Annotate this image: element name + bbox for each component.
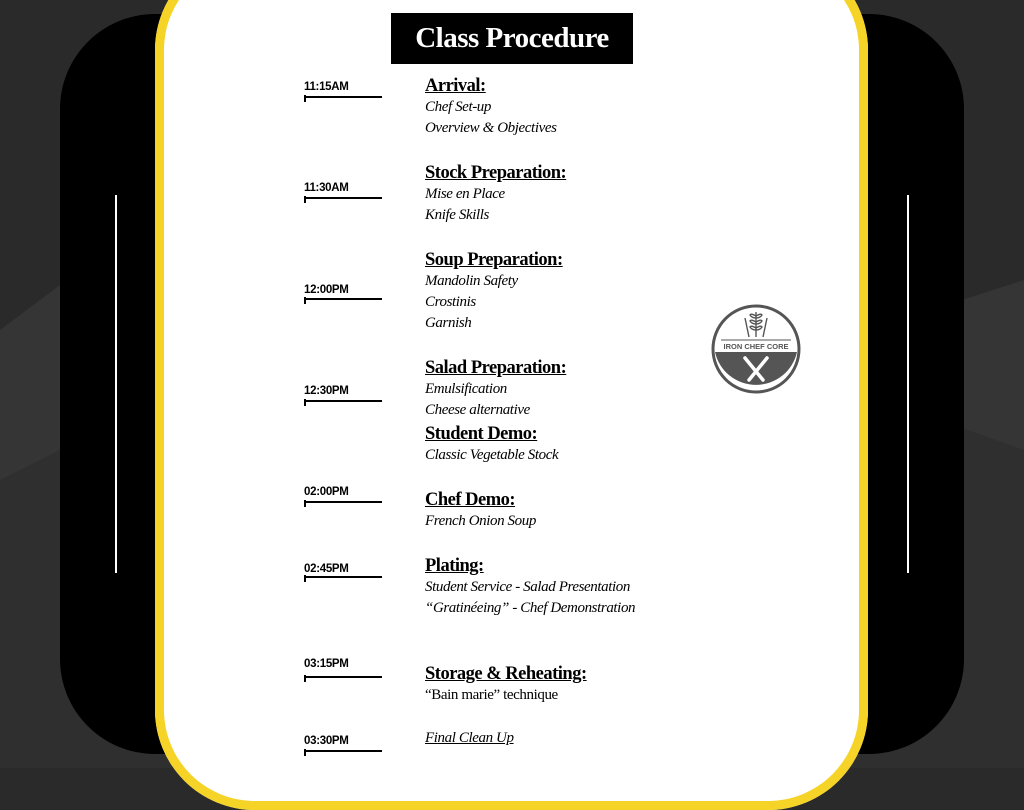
time-label: 03:15PM — [304, 658, 349, 670]
section-item: Final Clean Up — [425, 730, 514, 746]
section-heading: Plating: — [425, 556, 484, 576]
section-heading: Salad Preparation: — [425, 358, 567, 378]
right-divider-line — [907, 195, 909, 573]
time-label: 12:00PM — [304, 284, 349, 296]
section-item: Overview & Objectives — [425, 120, 557, 136]
time-tick — [304, 400, 382, 402]
section-heading: Student Demo: — [425, 424, 538, 444]
left-divider-line — [115, 195, 117, 573]
section-item: Mise en Place — [425, 186, 505, 202]
time-label: 11:30AM — [304, 182, 349, 194]
section-arrival — [425, 75, 557, 139]
time-label: 12:30PM — [304, 385, 349, 397]
time-tick — [304, 676, 382, 678]
time-tick — [304, 298, 382, 300]
section-stock-preparation — [425, 162, 566, 226]
time-label: 03:30PM — [304, 735, 349, 747]
section-soup-preparation — [425, 249, 563, 334]
iron-chef-core-logo — [711, 304, 801, 394]
section-item: Classic Vegetable Stock — [425, 447, 559, 463]
time-label: 02:45PM — [304, 563, 349, 575]
time-label: 11:15AM — [304, 81, 349, 93]
section-item: Garnish — [425, 315, 472, 331]
section-final-clean-up — [425, 728, 514, 749]
section-item: Crostinis — [425, 294, 476, 310]
section-heading: Soup Preparation: — [425, 250, 563, 270]
section-chef-demo — [425, 489, 536, 532]
section-item: “Gratinéeing” - Chef Demonstration — [425, 600, 636, 616]
section-student-demo — [425, 423, 558, 466]
page-title: Class Procedure — [391, 13, 633, 64]
section-heading: Chef Demo: — [425, 490, 516, 510]
section-heading: Stock Preparation: — [425, 163, 567, 183]
section-heading: Arrival: — [425, 76, 486, 96]
time-tick — [304, 197, 382, 199]
section-plating — [425, 555, 635, 619]
time-label: 02:00PM — [304, 486, 349, 498]
section-item: Mandolin Safety — [425, 273, 518, 289]
section-salad-preparation — [425, 357, 566, 421]
section-heading: Storage & Reheating: — [425, 664, 587, 684]
time-tick — [304, 576, 382, 578]
section-storage-reheating — [425, 663, 587, 706]
section-item: Student Service - Salad Presentation — [425, 579, 630, 595]
section-item: “Bain marie” technique — [425, 687, 558, 703]
section-item: Chef Set-up — [425, 99, 492, 115]
time-tick — [304, 96, 382, 98]
section-item: Cheese alternative — [425, 402, 530, 418]
time-tick — [304, 750, 382, 752]
section-item: Knife Skills — [425, 207, 489, 223]
logo-text: IRON CHEF CORE — [723, 342, 789, 351]
section-item: French Onion Soup — [425, 513, 536, 529]
section-item: Emulsification — [425, 381, 507, 397]
time-tick — [304, 501, 382, 503]
